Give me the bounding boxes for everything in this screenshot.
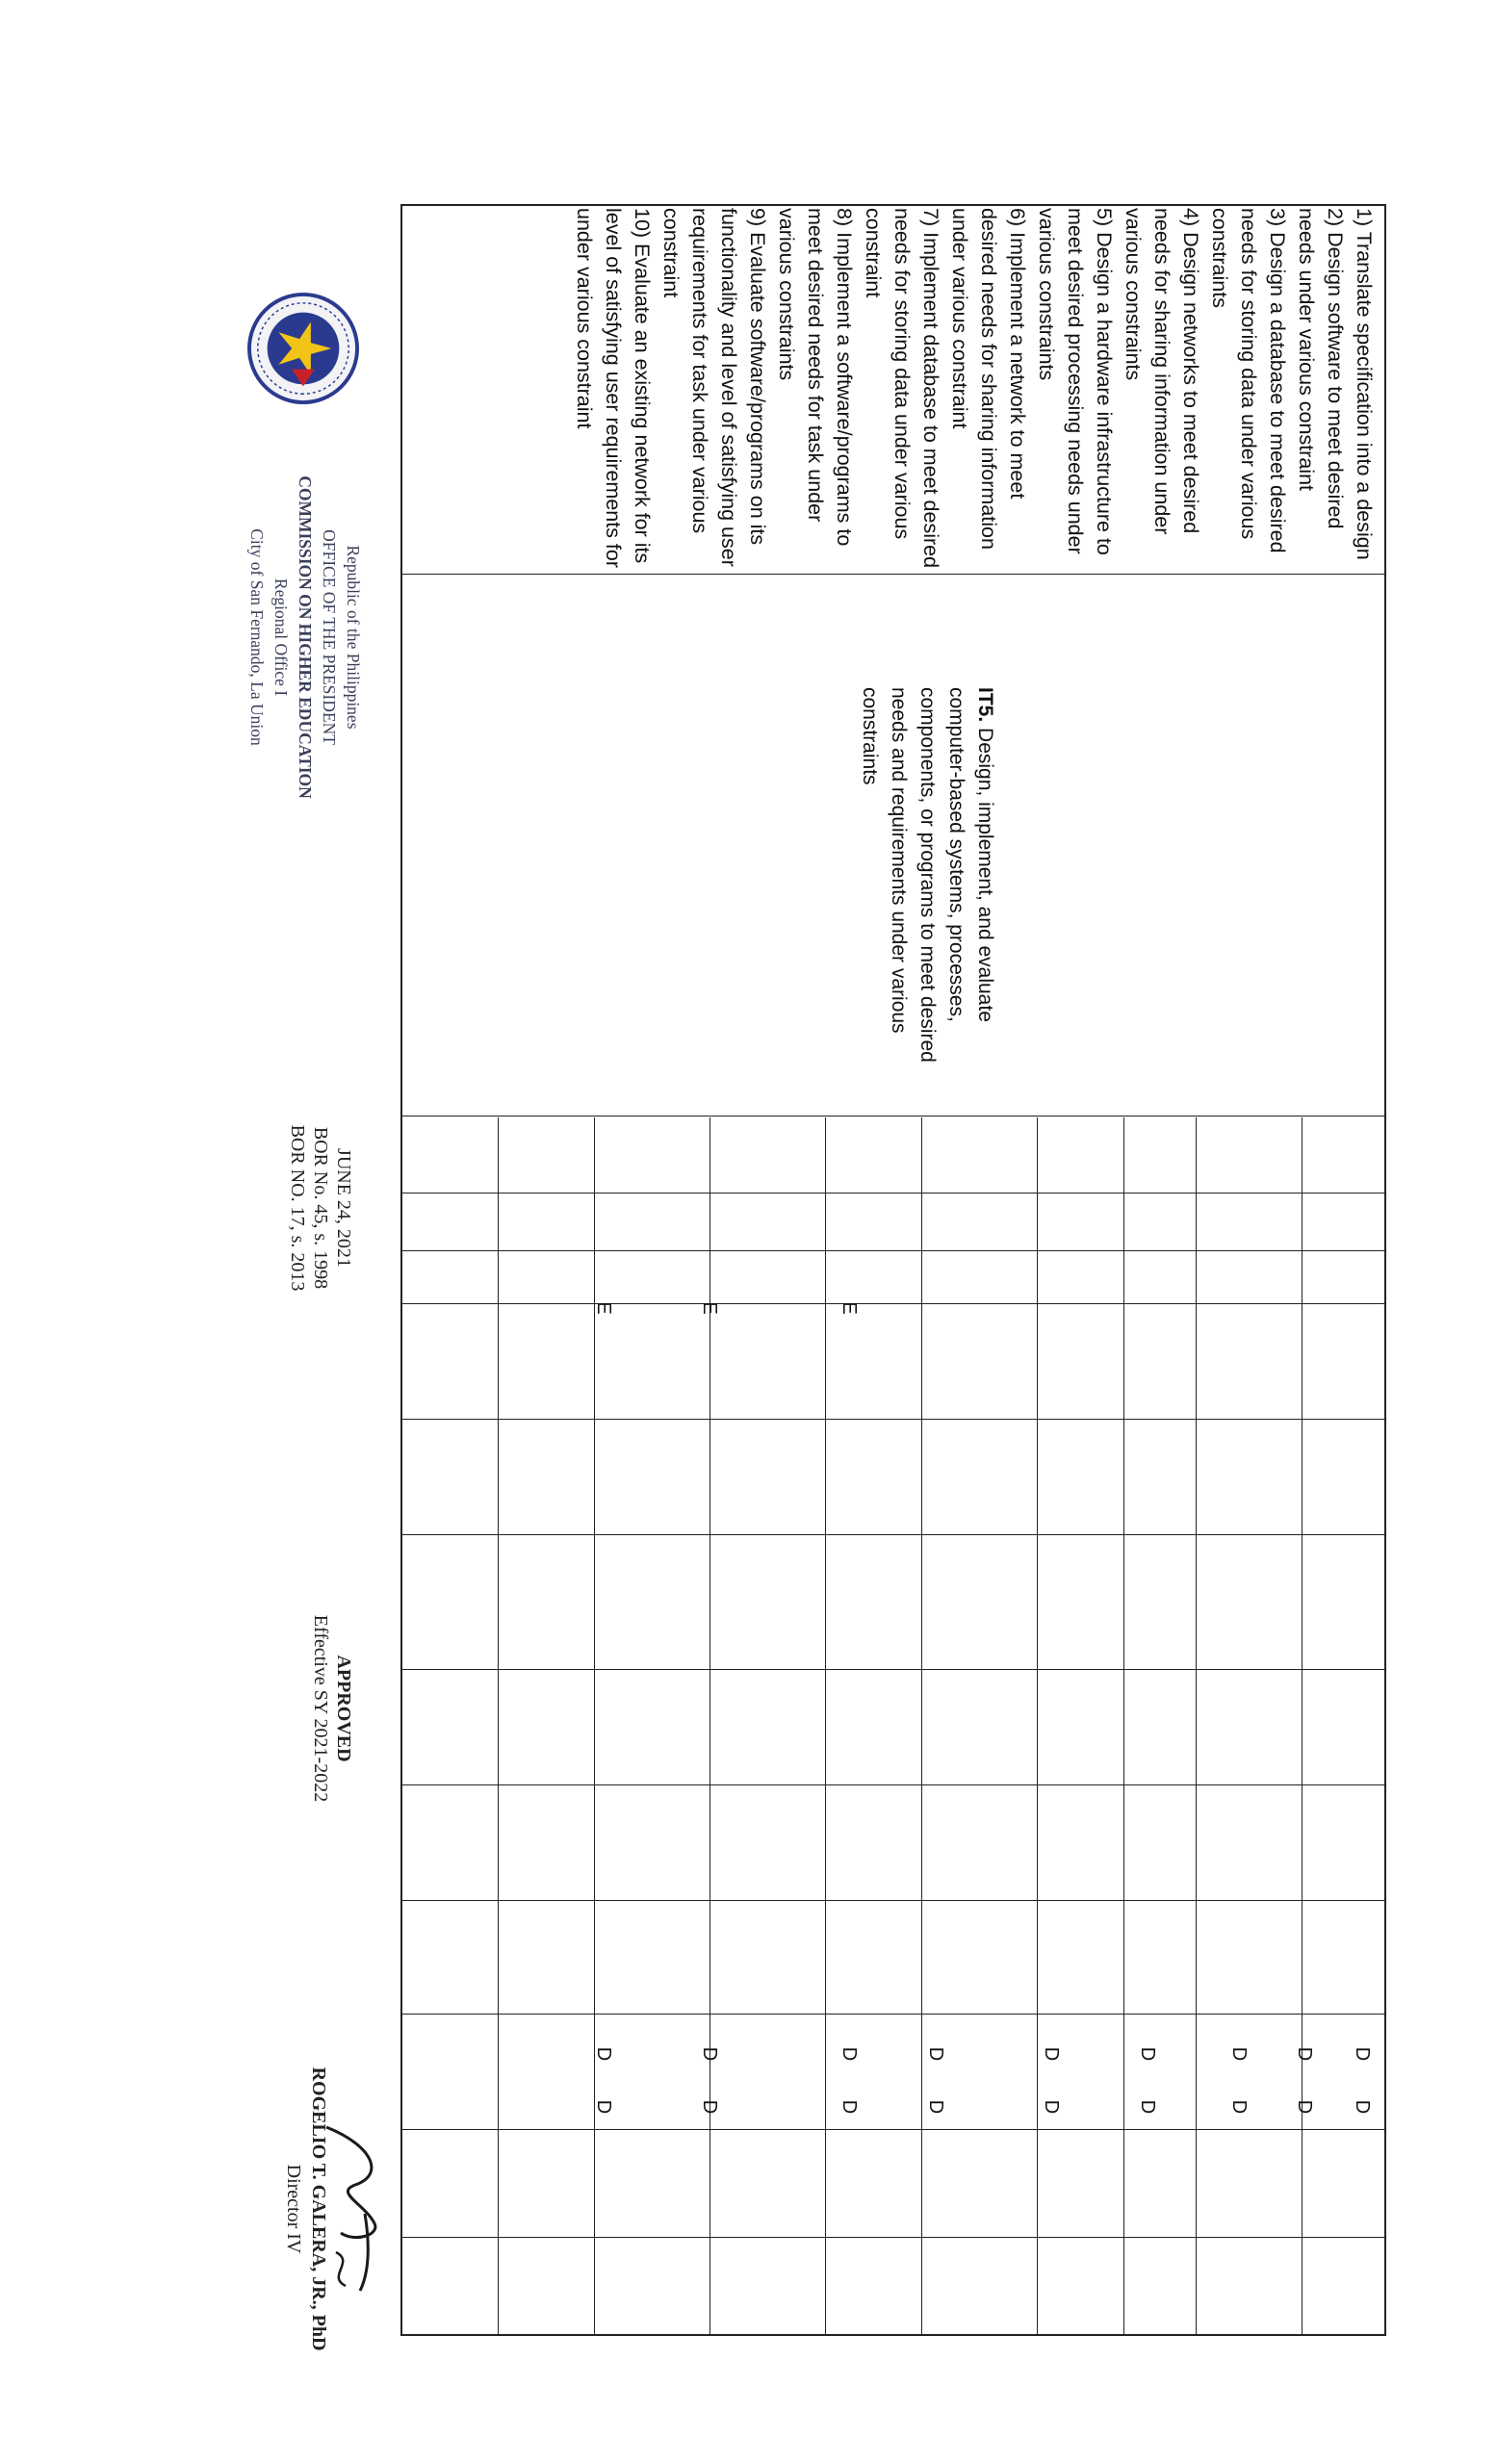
- mark-d: D: [1137, 2099, 1158, 2115]
- date-line: JUNE 24, 2021: [333, 1148, 354, 1268]
- mark-d: D: [699, 2046, 720, 2062]
- column-divider: [402, 1784, 1384, 1785]
- outcome-code: IT5.: [974, 687, 996, 723]
- column-divider: [402, 1303, 1384, 1304]
- indicator-item: 3) Design a database to meet desired needs for storing data under various constraints: [1208, 208, 1289, 553]
- mark-d: D: [925, 2099, 946, 2115]
- mark-d: D: [1228, 2046, 1250, 2062]
- signatory-title: Director IV: [283, 2164, 304, 2254]
- approved-label: APPROVED: [333, 1655, 354, 1762]
- office-line2: OFFICE OF THE PRESIDENT: [320, 529, 339, 745]
- indicator-item: 4) Design networks to meet desired needs for sharing information under various constraints: [1122, 208, 1202, 535]
- mark-d: D: [1352, 2099, 1373, 2115]
- indicator-item: 8) Implement a software/programs to meet desired needs for task under various constraints: [775, 208, 856, 547]
- indicator-item: 7) Implement database to meet desired needs for storing data under various constraint: [862, 208, 942, 569]
- signature-block: [281, 2002, 370, 2416]
- row-divider: [1196, 1117, 1197, 2334]
- office-block: [245, 425, 365, 849]
- row-divider: [498, 1117, 499, 2334]
- mark-d: D: [1041, 2046, 1062, 2062]
- column-divider: [402, 1250, 1384, 1251]
- column-divider: [402, 1900, 1384, 1901]
- column-divider: [402, 2014, 1384, 2015]
- column-divider: [402, 1534, 1384, 1535]
- mark-d: D: [1294, 2046, 1315, 2062]
- row-divider: [1037, 1117, 1038, 2334]
- mark-d: D: [593, 2099, 614, 2115]
- mark-d: D: [1294, 2099, 1315, 2115]
- office-line5: City of San Fernando, La Union: [247, 528, 267, 746]
- dates-block: [286, 1054, 355, 1362]
- ched-seal-icon: [246, 292, 360, 405]
- column-divider: [402, 1419, 1384, 1420]
- performance-indicators: [570, 208, 1379, 570]
- mark-d: D: [838, 2046, 860, 2062]
- mark-e: E: [838, 1301, 860, 1315]
- outcome-text: Design, implement, and evaluate computer-based systems, processes, components, or programs to meet desired needs and requirements under various constraints: [859, 687, 996, 1063]
- row-divider: [921, 1117, 922, 2334]
- row-divider: [1123, 1117, 1124, 2334]
- footer: [0, 0, 389, 2464]
- column-divider: [402, 2237, 1384, 2238]
- signatory-name: ROGELIO T. GALERA, JR., PhD: [308, 2066, 329, 2351]
- indicator-item: 6) Implement a network to meet desired needs for sharing information under various constraint: [948, 208, 1029, 550]
- mark-d: D: [1041, 2099, 1062, 2115]
- mark-d: D: [699, 2099, 720, 2115]
- column-divider: [402, 1193, 1384, 1194]
- office-line3: COMMISSION ON HIGHER EDUCATION: [296, 475, 315, 799]
- mark-d: D: [1352, 2046, 1373, 2062]
- mark-e: E: [699, 1301, 720, 1315]
- mark-d: D: [593, 2046, 614, 2062]
- indicator-item: 10) Evaluate an existing network for its level of satisfying user requirements for under various constraint: [573, 208, 654, 569]
- table-divider: [402, 574, 1384, 575]
- indicator-item: 9) Evaluate software/programs on its functionality and level of satisfying user requirements for task under various constraint: [659, 208, 769, 567]
- outcome-table: [400, 204, 1386, 2336]
- mark-d: D: [925, 2046, 946, 2062]
- outcome-cell: [855, 687, 999, 1116]
- mark-d: D: [1228, 2099, 1250, 2115]
- signature-icon: [307, 2108, 394, 2300]
- effective-line: Effective SY 2021-2022: [310, 1614, 331, 1803]
- approved-block: [309, 1554, 355, 1862]
- indicator-item: 2) Design software to meet desired needs under various constraint: [1295, 208, 1347, 529]
- indicator-item: 1) Translate specification into a design: [1353, 208, 1376, 560]
- mark-e: E: [593, 1301, 614, 1315]
- bor-line1: BOR No. 45, s. 1998: [310, 1126, 331, 1290]
- bor-line2: BOR NO. 17, s. 2013: [287, 1124, 308, 1292]
- mark-d: D: [838, 2099, 860, 2115]
- column-divider: [402, 1669, 1384, 1670]
- row-divider: [825, 1117, 826, 2334]
- mark-d: D: [1137, 2046, 1158, 2062]
- indicator-item: 5) Design a hardware infrastructure to meet desired processing needs under various constraints: [1035, 208, 1116, 555]
- office-line4: Regional Office I: [271, 578, 291, 697]
- office-line1: Republic of the Philippines: [344, 545, 363, 730]
- row-divider: [1302, 1117, 1303, 2334]
